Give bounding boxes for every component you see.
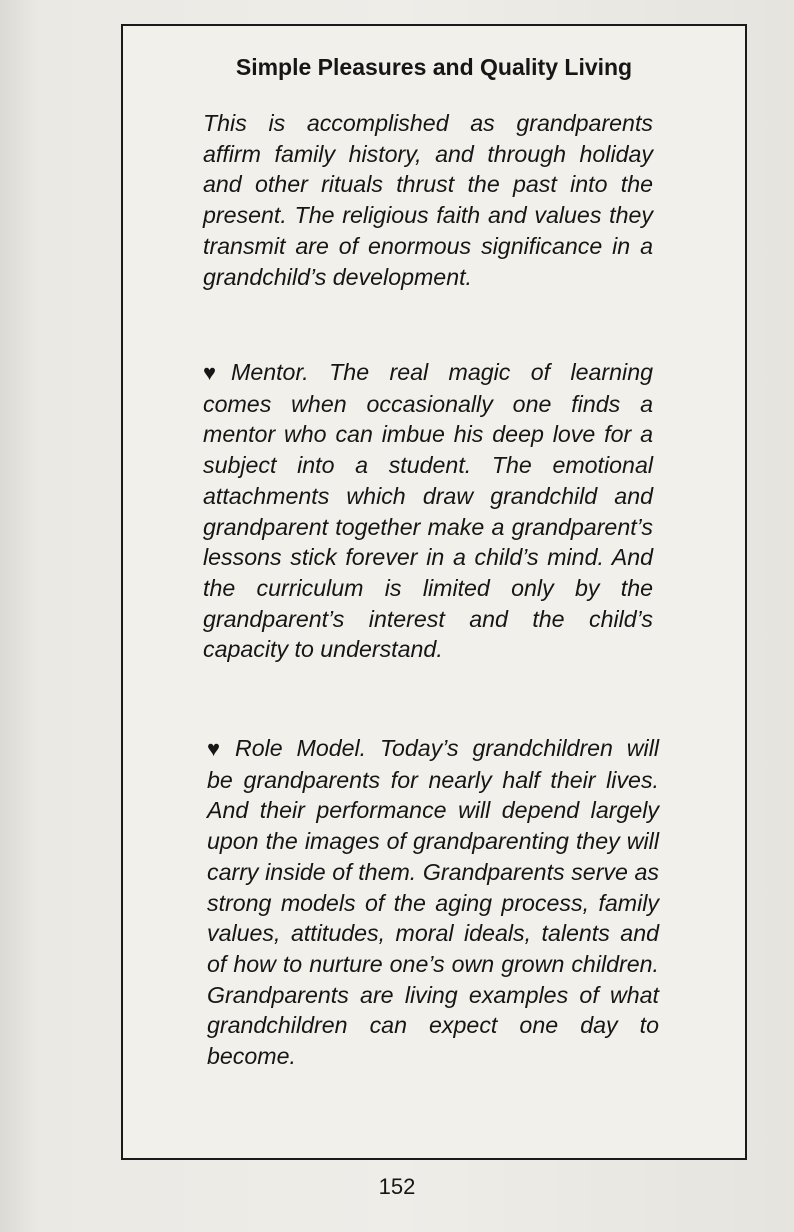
mentor-paragraph-text: Mentor. The real magic of learning comes when occasionally one finds a mentor who can imbue his deep love for a subject into a student. The emotional attachments which draw grandchild and grandparent together make a grandparent’s lessons stick forever in a child’s mind. And the curriculum is limited only by the grandparent’s interest and the child’s capacity to understand. <box>203 359 653 663</box>
role-model-paragraph-text: Role Model. Today’s grandchildren will be grandparents for nearly half their lives. And their performance will depend largely upon the images of grandparenting they will carry inside of them. Grandparents serve as strong models of the aging process, family values, attitudes, moral ideals, talents and of how to nurture one’s own grown children. Grandparents are living examples of what grandchildren can expect one day to become. <box>207 735 659 1070</box>
heart-bullet-icon: ♥ <box>203 360 217 385</box>
page-number: 152 <box>378 1174 416 1199</box>
heart-bullet-icon: ♥ <box>207 736 221 761</box>
mentor-paragraph <box>203 357 653 665</box>
intro-paragraph <box>203 108 653 292</box>
page-title: Simple Pleasures and Quality Living <box>235 54 633 80</box>
role-model-paragraph <box>207 733 659 1072</box>
page-frame <box>121 24 747 1160</box>
intro-paragraph-text: This is accomplished as grandparents affirm family history, and through holiday and other rituals thrust the past into the present. The religious faith and values they transmit are of enormous significance in a grandchild’s development. <box>203 110 653 290</box>
